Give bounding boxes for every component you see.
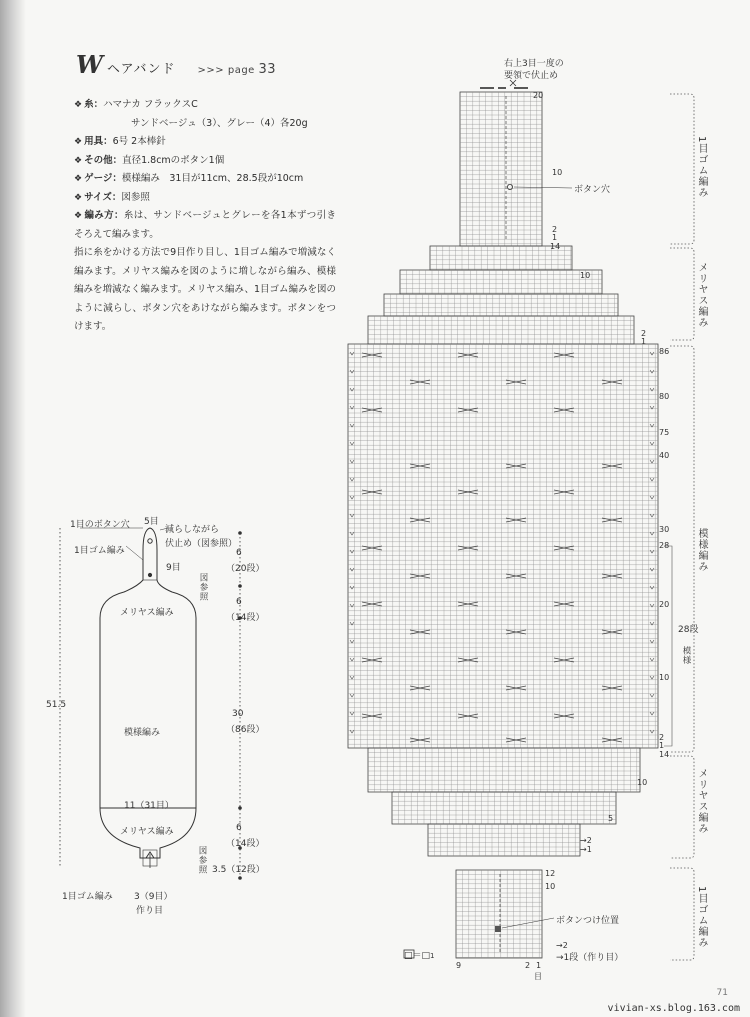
- chart-selvedge-right: [650, 496, 654, 499]
- chart-segment-gridlines: [400, 270, 602, 294]
- row-number-1-c: 1: [659, 741, 665, 750]
- chart-selvedge-left: [350, 442, 354, 445]
- chart-selvedge-marks: [350, 352, 654, 733]
- schematic-stockinette-bottom: メリヤス編み: [120, 827, 174, 837]
- chart-selvedge-left: [350, 496, 354, 499]
- chart-cable-cross: [506, 686, 526, 690]
- chart-selvedge-right: [650, 550, 654, 553]
- schematic-sts-9: 9目: [166, 563, 181, 573]
- chart-segment-border: [368, 748, 640, 792]
- chart-segment-7: [392, 792, 616, 824]
- schematic-button-hole: [148, 539, 152, 543]
- chart-segment-gridlines: [368, 748, 640, 792]
- col-number-1: 1: [536, 961, 542, 970]
- schematic-dim-4: 6: [236, 823, 242, 833]
- chart-cable-cross: [554, 546, 574, 550]
- chart-button-hole-mark: [507, 184, 512, 189]
- schematic-rib-bottom: 1目ゴム編み: [62, 892, 113, 902]
- chart-cable-cross: [458, 714, 478, 718]
- chart-selvedge-right: [650, 460, 654, 463]
- chart-segment-0: [460, 92, 542, 246]
- chart-selvedge-left: [350, 388, 354, 391]
- chart-button-hole-leader: [514, 187, 572, 188]
- chart-cable-cross: [506, 464, 526, 468]
- chart-cable-cross: [506, 380, 526, 384]
- chart-cable-cross: [554, 353, 574, 357]
- chart-selvedge-right: [650, 694, 654, 697]
- col-stitch-unit: 目: [534, 972, 542, 981]
- chart-selvedge-right: [650, 352, 654, 355]
- row-number-14: 14: [550, 242, 561, 251]
- row-number-5: 5: [608, 814, 614, 823]
- row-number-2-c: 2: [659, 733, 665, 742]
- chart-segment-border: [400, 270, 602, 294]
- chart-cable-cross: [458, 353, 478, 357]
- chart-cable-cross: [506, 574, 526, 578]
- col-number-2: 2: [525, 961, 531, 970]
- chart-right-pattern: 模様編み: [696, 528, 707, 572]
- chart-segment-9: [456, 870, 542, 958]
- schematic-top-sts: 5目: [144, 517, 159, 527]
- chart-segment-3: [384, 294, 618, 316]
- row-number-86: 86: [659, 347, 670, 356]
- schematic-ref-fig-bottom: 図参照: [197, 846, 207, 875]
- chart-cable-cross: [554, 408, 574, 412]
- chart-segment-2: [400, 270, 602, 294]
- chart-selvedge-left: [350, 640, 354, 643]
- schematic-dim-3-rows: （86段）: [226, 725, 265, 735]
- spec-yarn: ❖ 糸：ハマナカ フラックスC: [74, 99, 198, 110]
- chart-cable-cross: [602, 380, 622, 384]
- chart-cable-cross: [362, 714, 382, 718]
- chart-right-stockinette-top: メリヤス編み: [696, 262, 707, 328]
- chart-selvedge-right: [650, 586, 654, 589]
- schematic-dim-2: 6: [236, 597, 242, 607]
- chart-cable-marks: [362, 353, 622, 742]
- chart-button-position-label: ボタンつけ位置: [556, 916, 620, 926]
- row-number-10: 10: [552, 168, 563, 177]
- chart-selvedge-right: [650, 424, 654, 427]
- chart-selvedge-left: [350, 658, 354, 661]
- chart-cable-cross: [410, 630, 430, 634]
- chart-selvedge-right: [650, 658, 654, 661]
- chart-button-position-mark: [495, 926, 501, 932]
- chart-segment-gridlines: [348, 344, 658, 748]
- chart-repeat-label-2: 模様: [681, 646, 691, 665]
- chart-cable-cross: [410, 574, 430, 578]
- chart-cast-on-row: →1段（作り目）: [556, 953, 624, 963]
- chart-cable-cross: [602, 630, 622, 634]
- schematic-dim-4-rows: （14段）: [226, 839, 265, 849]
- spec-size: ❖ サイズ：図参照: [74, 191, 150, 203]
- chart-segment-8: [428, 824, 580, 856]
- row-number-10-e: 10: [545, 882, 556, 891]
- row-number-30: 30: [659, 525, 670, 534]
- chart-button-position-leader: [502, 918, 554, 928]
- chart-selvedge-left: [350, 460, 354, 463]
- chart-selvedge-right: [650, 514, 654, 517]
- chart-bracket-2: [670, 346, 694, 752]
- row-number-1-d: →1: [580, 845, 592, 854]
- chart-selvedge-left: [350, 352, 354, 355]
- knitting-chart: [348, 80, 658, 958]
- chart-selvedge-left: [350, 478, 354, 481]
- spec-gauge: ❖ ゲージ：模様編み 31目が11cm、28.5段が10cm: [74, 173, 304, 184]
- chart-segment-gridlines: [392, 792, 616, 824]
- pattern-title: ヘアバンド: [106, 62, 176, 77]
- schematic-dim-tick-1: [239, 585, 242, 588]
- schematic-button: [148, 573, 151, 576]
- schematic-dim-1: 6: [236, 548, 242, 558]
- chart-cable-cross: [410, 518, 430, 522]
- schematic-cast-on-1: 3（9目）: [134, 892, 173, 902]
- spec-other: ❖ その他：直径1.8cmのボタン1個: [74, 154, 225, 166]
- chart-cable-cross: [362, 353, 382, 357]
- chart-selvedge-left: [350, 424, 354, 427]
- chart-cable-cross: [362, 602, 382, 606]
- chart-segment-border: [348, 344, 658, 748]
- schematic-dim-tick-3: [239, 807, 242, 810]
- schematic-dim-5: 3.5（12段）: [212, 865, 265, 875]
- chart-cable-cross: [554, 602, 574, 606]
- chart-segment-5: [348, 344, 658, 748]
- schematic-button-hole-label: 1目のボタン穴: [70, 520, 130, 530]
- chart-bracket-0: [670, 94, 694, 244]
- chart-cable-cross: [362, 546, 382, 550]
- chart-cable-cross: [458, 602, 478, 606]
- chart-segment-border: [428, 824, 580, 856]
- chart-cable-cross: [506, 630, 526, 634]
- schematic-dim-1-rows: （20段）: [226, 564, 265, 574]
- chart-selvedge-left: [350, 514, 354, 517]
- chart-top-note-1: 右上3目一度の: [504, 59, 564, 69]
- chart-cable-cross: [602, 464, 622, 468]
- col-number-9: 9: [456, 961, 462, 970]
- spec-yarn-colors: サンドベージュ（3）、グレー（4）各20g: [131, 117, 308, 129]
- chart-button-hole-label: ボタン穴: [574, 185, 611, 195]
- chart-bracket-1: [670, 248, 694, 340]
- chart-cable-cross: [602, 574, 622, 578]
- row-number-80: 80: [659, 392, 670, 401]
- chart-selvedge-left: [350, 550, 354, 553]
- chart-cable-cross: [362, 408, 382, 412]
- row-number-20-b: 20: [659, 600, 670, 609]
- schematic-dim-3: 30: [232, 709, 244, 719]
- chart-cable-cross: [506, 738, 526, 742]
- chart-right-rib-top: 1目ゴム編み: [696, 136, 707, 199]
- chart-segment-6: [368, 748, 640, 792]
- schematic-leader-2: [126, 546, 143, 560]
- chart-selvedge-left: [350, 712, 354, 715]
- chart-repeat-label-1: 28段: [678, 625, 699, 635]
- row-number-2: 2: [552, 225, 558, 234]
- chart-selvedge-right: [650, 478, 654, 481]
- chart-segment-border: [384, 294, 618, 316]
- chart-segment-border: [368, 316, 634, 344]
- chart-top-note-2: 要領で伏止め: [504, 71, 559, 81]
- row-number-14-b: 14: [659, 750, 670, 759]
- row-number-1: 1: [552, 233, 558, 242]
- chart-selvedge-right: [650, 640, 654, 643]
- chart-segment-4: [368, 316, 634, 344]
- chart-cable-cross: [410, 380, 430, 384]
- schematic-width: 11（31目）: [124, 801, 174, 811]
- row-number-40: 40: [659, 451, 670, 460]
- schematic-dim-tick-5: [239, 877, 242, 880]
- spec-method: ❖ 編み方：糸は、サンドベージュとグレーを各1本ずつ引きそろえて編みます。: [74, 210, 336, 240]
- row-number-1-b: 1: [641, 337, 647, 346]
- row-number-2-b: 2: [641, 329, 647, 338]
- schematic-stockinette-top: メリヤス編み: [120, 608, 174, 618]
- row-number-28: 28: [659, 541, 670, 550]
- chart-cable-cross: [362, 490, 382, 494]
- chart-bracket-4: [670, 868, 694, 960]
- chart-cable-cross: [458, 490, 478, 494]
- chart-cable-cross: [410, 464, 430, 468]
- schematic-dec-note-1: 減らしながら: [165, 525, 220, 535]
- chart-segment-gridlines: [460, 92, 542, 246]
- chart-selvedge-left: [350, 586, 354, 589]
- chart-selvedge-right: [650, 388, 654, 391]
- spec-tools: ❖ 用具：6号 2本棒針: [74, 136, 166, 147]
- schematic-pattern-label: 模様編み: [124, 728, 161, 738]
- row-number-10-c: 10: [659, 673, 670, 682]
- page-reference: >>> page 33: [197, 62, 277, 77]
- chart-selvedge-left: [350, 604, 354, 607]
- chart-selvedge-right: [650, 604, 654, 607]
- schematic-total-length: 51.5: [46, 700, 67, 710]
- chart-cable-cross: [554, 714, 574, 718]
- schematic-dim-tick-0: [239, 532, 242, 535]
- chart-selvedge-right: [650, 676, 654, 679]
- row-number-2-d: →2: [580, 836, 592, 845]
- schematic-dec-note-2: 伏止め（図参照）: [165, 539, 238, 549]
- chart-segment-gridlines: [368, 316, 634, 344]
- schematic-dim-2-rows: （14段）: [226, 613, 265, 623]
- pattern-letter-logo: W: [76, 50, 99, 79]
- chart-selvedge-right: [650, 442, 654, 445]
- schematic-rib-top-label: 1目ゴム編み: [74, 546, 125, 556]
- chart-cable-cross: [458, 408, 478, 412]
- row-number-10-b: 10: [580, 271, 591, 280]
- chart-cable-cross: [410, 686, 430, 690]
- chart-cable-cross: [458, 546, 478, 550]
- instructions-text: 指に糸をかける方法で9目作り目し、1目ゴム編みで増減なく編みます。メリヤス編みを図のように増しながら編み、模様編みを増減なく編みます。メリヤス編み、1目ゴム編みを図のように減らし、ボタン穴をあけながら編みます。ボタンをつけます。: [74, 247, 336, 332]
- chart-selvedge-left: [350, 694, 354, 697]
- watermark-url: vivian-xs.blog.163.com: [607, 1003, 740, 1014]
- chart-segment-gridlines: [428, 824, 580, 856]
- chart-cable-cross: [410, 738, 430, 742]
- chart-cable-cross: [602, 518, 622, 522]
- chart-selvedge-right: [650, 712, 654, 715]
- row-number-75: 75: [659, 428, 670, 437]
- chart-legend: □＝□1: [404, 951, 435, 961]
- row-number-10-d: 10: [637, 778, 648, 787]
- chart-right-stockinette-bottom: メリヤス編み: [696, 768, 707, 834]
- chart-right-rib-bottom: 1目ゴム編み: [696, 886, 707, 949]
- chart-segment-gridlines: [456, 870, 542, 958]
- chart-repeat-bracket: [664, 546, 672, 746]
- row-number-2-e: →2: [556, 941, 568, 950]
- chart-segment-gridlines: [384, 294, 618, 316]
- schematic-ref-fig: 図参照: [198, 573, 208, 602]
- chart-cable-cross: [554, 490, 574, 494]
- chart-cable-cross: [602, 738, 622, 742]
- row-number-12: 12: [545, 869, 556, 878]
- chart-bracket-3: [670, 756, 694, 858]
- chart-selvedge-left: [350, 676, 354, 679]
- chart-segment-border: [392, 792, 616, 824]
- page-number: 71: [716, 988, 728, 998]
- chart-cable-cross: [506, 518, 526, 522]
- schematic-cast-on-2: 作り目: [136, 906, 164, 916]
- chart-cable-cross: [602, 686, 622, 690]
- row-number-20: 20: [533, 91, 544, 100]
